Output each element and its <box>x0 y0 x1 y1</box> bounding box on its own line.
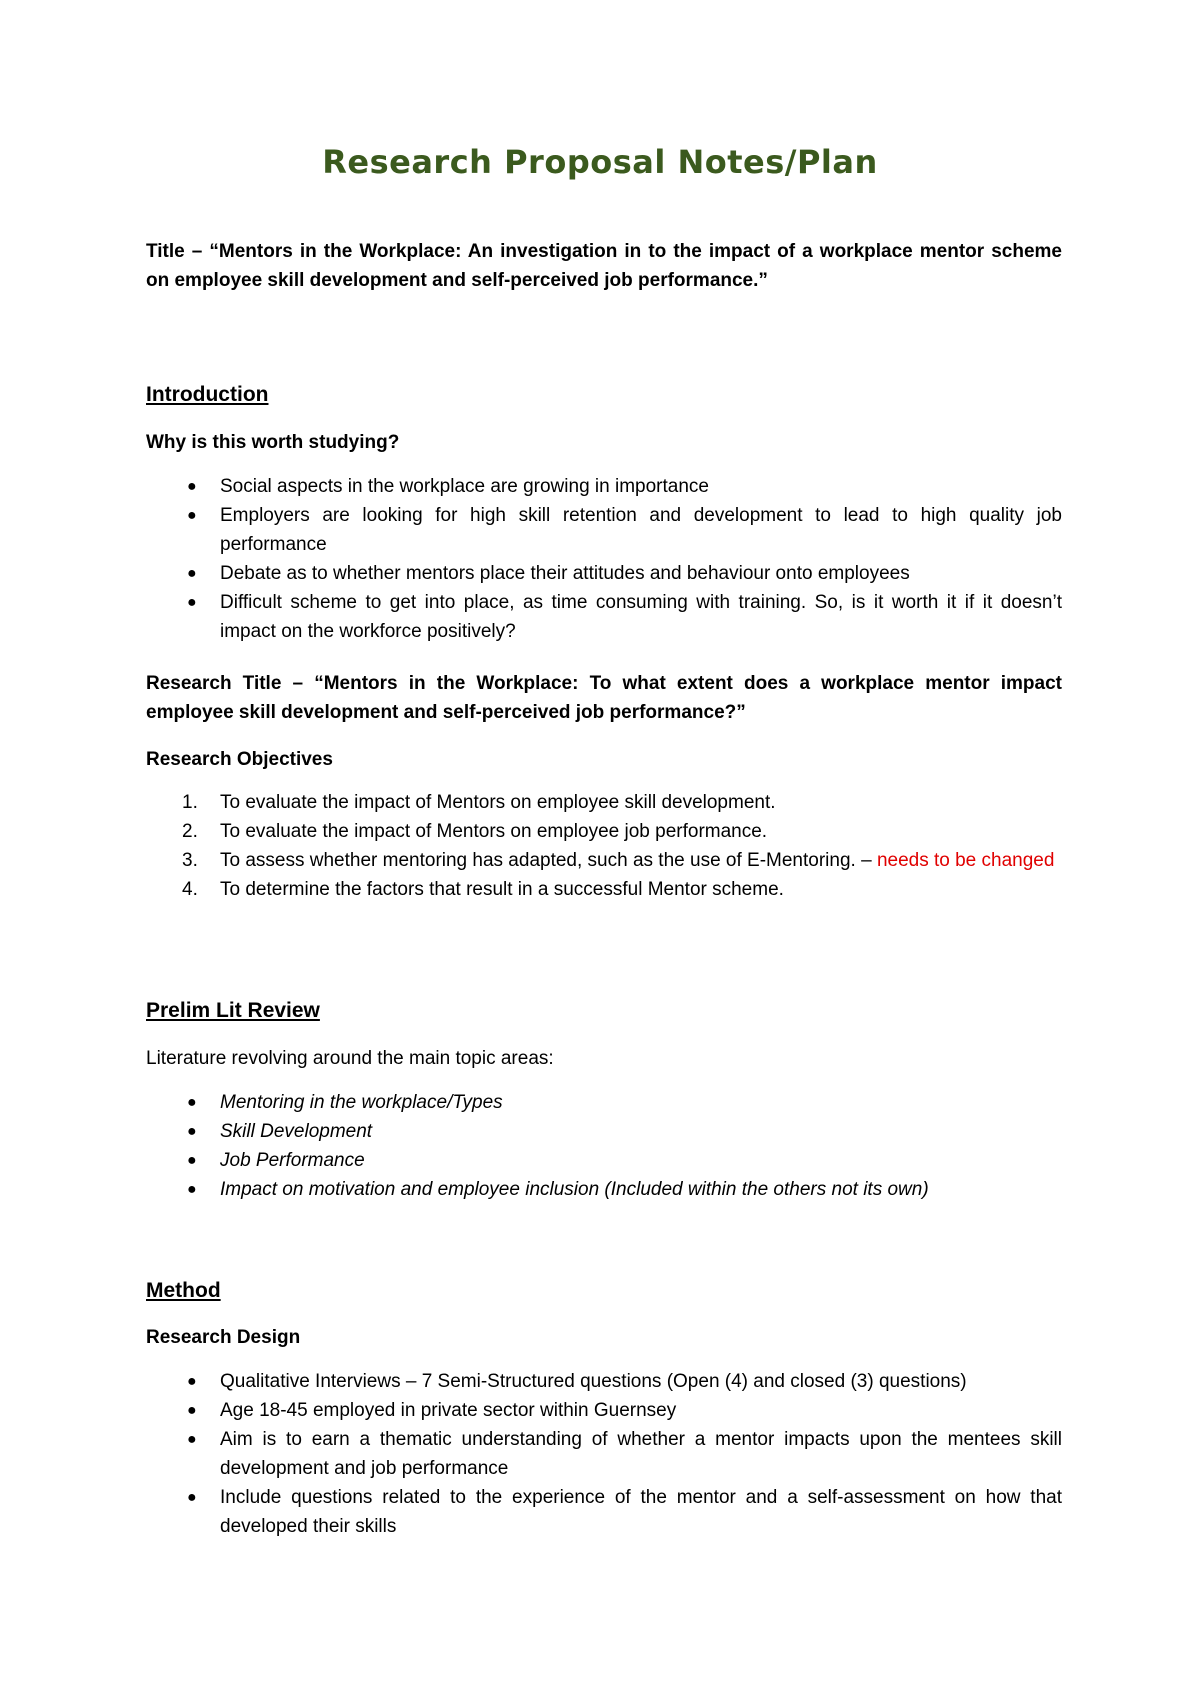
list-item <box>146 1367 1062 1396</box>
bullet-icon: ● <box>187 594 197 611</box>
list-item <box>146 1146 1062 1175</box>
bullet-icon: ● <box>187 1123 197 1140</box>
objective-number: 2. <box>182 821 198 842</box>
list-item-text: Mentoring in the workplace/Types <box>220 1092 503 1113</box>
bullet-icon: ● <box>187 1489 197 1506</box>
objective-item <box>146 817 1062 846</box>
list-item-text: Skill Development <box>220 1121 373 1142</box>
research-objectives-list <box>146 788 1062 904</box>
proposal-title: Title – “Mentors in the Workplace: An investigation in to the impact of a workplace mentor scheme on employee skill development and self-perceived job performance.” <box>146 241 1062 291</box>
list-item <box>146 588 1062 646</box>
list-item-text: Aim is to earn a thematic understanding of whether a mentor impacts upon the mentees skill development and job performance <box>220 1429 1062 1479</box>
list-item <box>146 559 1062 588</box>
objective-number: 1. <box>182 792 198 813</box>
bullet-icon: ● <box>187 565 197 582</box>
objective-number: 3. <box>182 850 198 871</box>
lit-review-heading: Prelim Lit Review <box>146 999 320 1022</box>
list-item-text: Job Performance <box>220 1150 365 1171</box>
list-item-text: Age 18-45 employed in private sector within Guernsey <box>220 1400 677 1421</box>
objective-text: To determine the factors that result in a successful Mentor scheme. <box>220 879 784 900</box>
list-item <box>146 1175 1062 1204</box>
document-title: Research Proposal Notes/Plan <box>322 143 878 181</box>
list-item <box>146 1088 1062 1117</box>
objective-text: To evaluate the impact of Mentors on employee job performance. <box>220 821 768 842</box>
revision-note: needs to be changed <box>876 850 1055 871</box>
bullet-icon: ● <box>187 1431 197 1448</box>
introduction-heading: Introduction <box>146 383 269 406</box>
bullet-icon: ● <box>187 1373 197 1390</box>
lit-review-intro: Literature revolving around the main topic areas: <box>146 1048 554 1069</box>
lit-review-bullet-list <box>146 1088 1062 1204</box>
list-item <box>146 472 1062 501</box>
research-title: Research Title – “Mentors in the Workplace: To what extent does a workplace mentor impact employee skill development and self-perceived job performance?” <box>146 673 1062 723</box>
objective-item <box>146 875 1062 904</box>
bullet-icon: ● <box>187 1094 197 1111</box>
introduction-bullet-list <box>146 472 1062 646</box>
objective-item <box>146 788 1062 817</box>
objective-text: To assess whether mentoring has adapted, such as the use of E-Mentoring. – <box>220 850 877 871</box>
bullet-icon: ● <box>187 1152 197 1169</box>
list-item-text: Impact on motivation and employee inclusion (Included within the others not its own) <box>220 1179 929 1200</box>
list-item-text: Employers are looking for high skill retention and development to lead to high quality job performance <box>220 505 1062 555</box>
list-item <box>146 1117 1062 1146</box>
method-heading: Method <box>146 1279 221 1302</box>
objective-number: 4. <box>182 879 198 900</box>
research-objectives-heading: Research Objectives <box>146 749 333 770</box>
list-item <box>146 1483 1062 1541</box>
list-item-text: Debate as to whether mentors place their attitudes and behaviour onto employees <box>220 563 910 584</box>
list-item <box>146 501 1062 559</box>
method-bullet-list <box>146 1367 1062 1541</box>
objective-item <box>146 846 1062 875</box>
bullet-icon: ● <box>187 478 197 495</box>
list-item-text: Include questions related to the experience of the mentor and a self-assessment on how that developed their skills <box>220 1487 1062 1537</box>
bullet-icon: ● <box>187 507 197 524</box>
bullet-icon: ● <box>187 1181 197 1198</box>
why-studying-heading: Why is this worth studying? <box>146 432 400 453</box>
list-item-text: Difficult scheme to get into place, as time consuming with training. So, is it worth it if it doesn’t impact on the workforce positively? <box>220 592 1062 642</box>
bullet-icon: ● <box>187 1402 197 1419</box>
list-item-text: Social aspects in the workplace are growing in importance <box>220 476 709 497</box>
list-item <box>146 1425 1062 1483</box>
list-item-text: Qualitative Interviews – 7 Semi-Structured questions (Open (4) and closed (3) questions) <box>220 1371 967 1392</box>
research-design-heading: Research Design <box>146 1327 301 1348</box>
objective-text: To evaluate the impact of Mentors on employee skill development. <box>220 792 776 813</box>
list-item <box>146 1396 1062 1425</box>
